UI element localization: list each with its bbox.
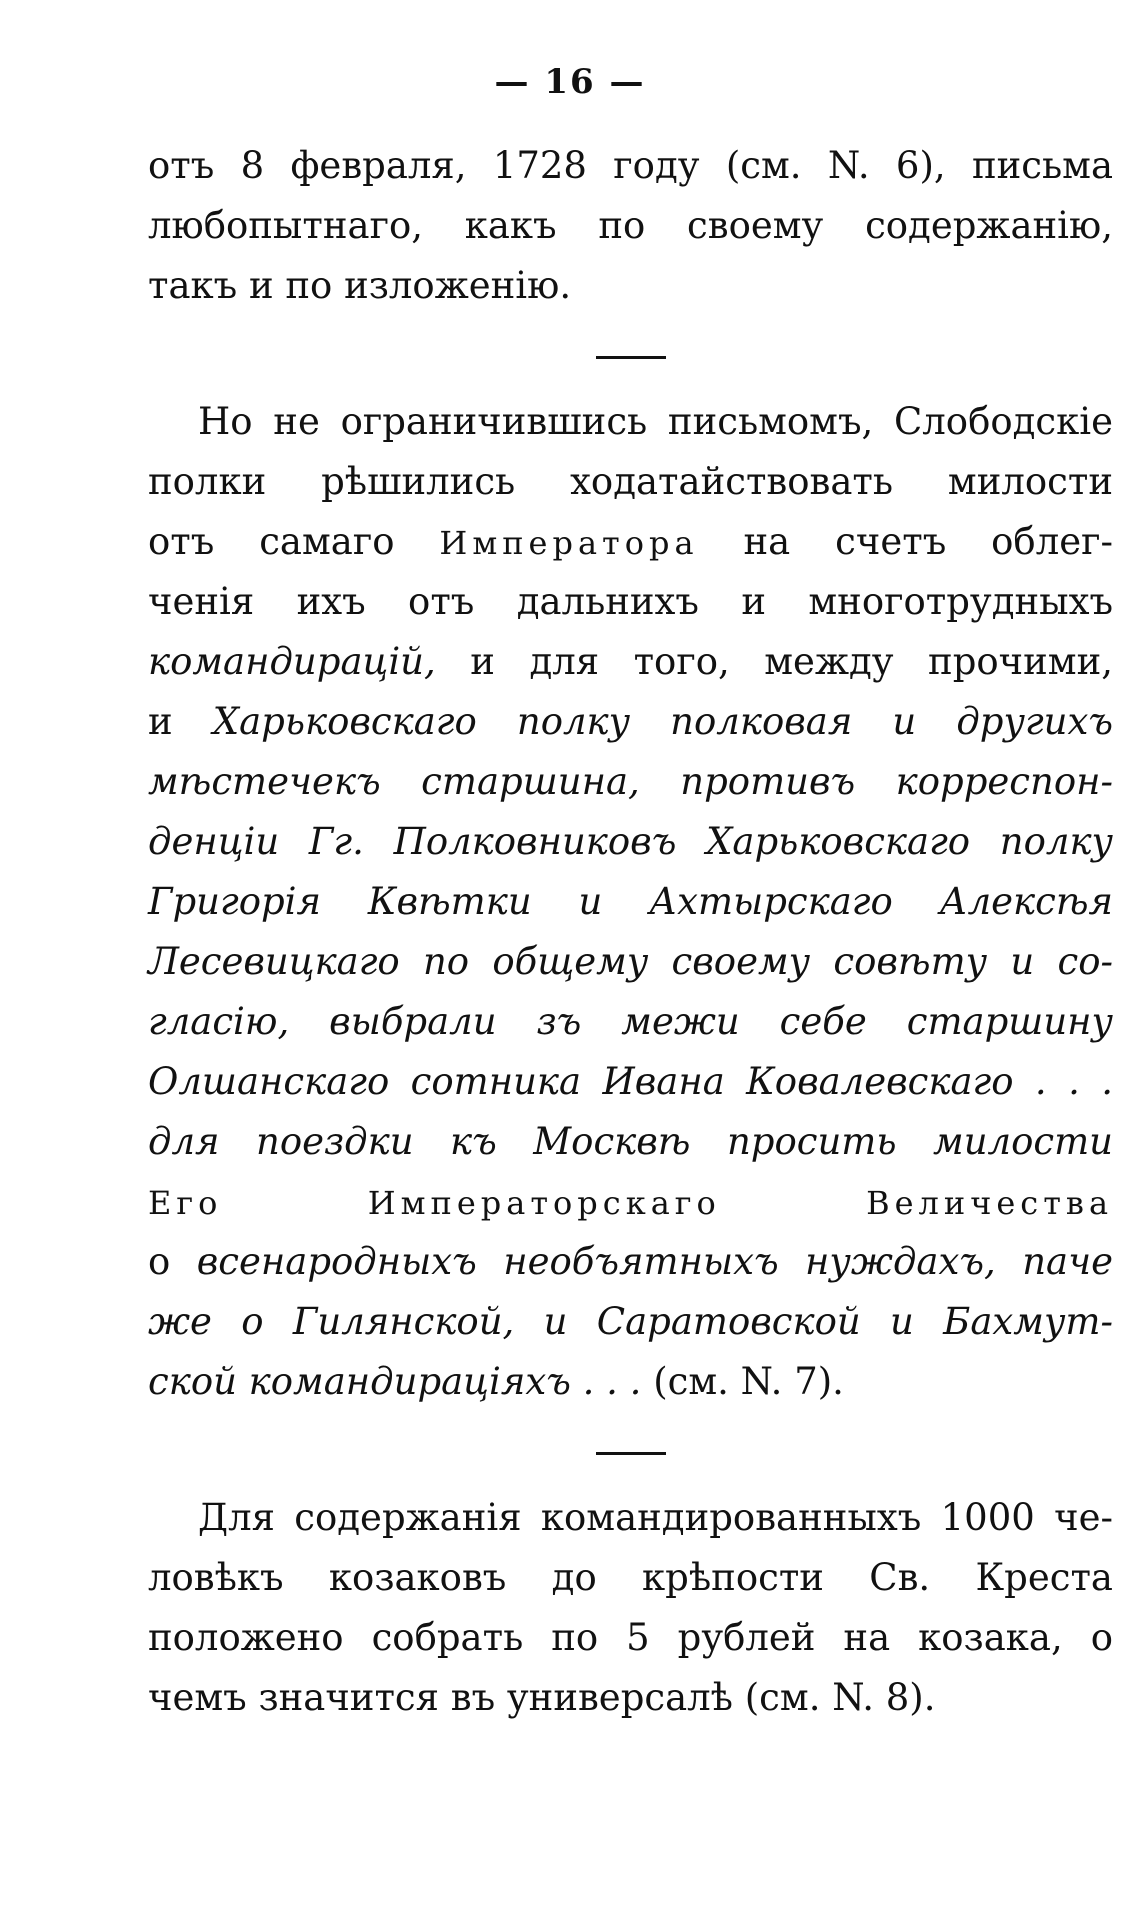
text-line: Олшанскаго сотника Ивана Ковалевскаго . . . [148,1060,1113,1103]
emperor-title: Императора [439,524,699,562]
text-line: Но не ограничившись письмомъ, Слободскіе [198,400,1113,443]
text-line: ченія ихъ отъ дальнихъ и многотрудныхъ [148,580,1113,623]
page-number: — 16 — [494,62,646,102]
text-line [148,1232,1113,1292]
section-divider [596,356,666,359]
text-span: на счетъ облег- [743,520,1113,563]
section-divider [596,1452,666,1455]
text-line: Лесевицкаго по общему своему совѣту и со- [148,940,1113,983]
text-line: Для содержанія командированныхъ 1000 че- [198,1496,1113,1539]
text-line: отъ 8 февраля, 1728 году (см. N. 6), письма [148,144,1113,187]
majesty-title-word: Величества [866,1184,1114,1222]
text-span: отъ самаго [148,520,395,563]
text-line: для поездки къ Москвѣ просить милости [148,1120,1113,1163]
text-span-italic: ской командираціяхъ . . . [148,1360,642,1403]
text-span-italic: Харьковскаго полку полковая и другихъ [212,700,1113,743]
text-line: чемъ значится въ универсалѣ (см. N. 8). [148,1676,936,1719]
text-line [148,692,1113,752]
text-span: о [148,1240,171,1283]
text-line: полки рѣшились ходатайствовать милости [148,460,1113,503]
text-line: мѣстечекъ старшина, противъ корреспон- [148,760,1113,803]
text-line: гласію, выбрали зъ межи себе старшину [148,1000,1113,1043]
text-span-italic: командирацій, [148,640,436,683]
text-line: любопытнаго, какъ по своему содержанію, [148,204,1113,247]
text-line [148,1352,1113,1412]
majesty-title-word: Его [148,1184,223,1222]
text-line [148,1172,1113,1232]
text-line [148,632,1113,692]
text-span: и для того, между прочими, [470,640,1113,683]
text-line: положено собрать по 5 рублей на козака, о [148,1616,1113,1659]
text-line: же о Гилянской, и Саратовской и Бахмут- [148,1300,1113,1343]
text-span: и [148,700,173,743]
majesty-title-word: Императорскаго [367,1184,721,1222]
text-line: денціи Гг. Полковниковъ Харьковскаго полку [148,820,1113,863]
text-line [148,512,1113,572]
text-span: (см. N. 7). [653,1360,844,1403]
text-line: Григорія Квѣтки и Ахтырскаго Алексѣя [148,880,1113,923]
text-line: ловѣкъ козаковъ до крѣпости Св. Креста [148,1556,1113,1599]
text-span-italic: всенародныхъ необъятныхъ нуждахъ, паче [196,1240,1113,1283]
text-line: такъ и по изложенію. [148,264,572,307]
